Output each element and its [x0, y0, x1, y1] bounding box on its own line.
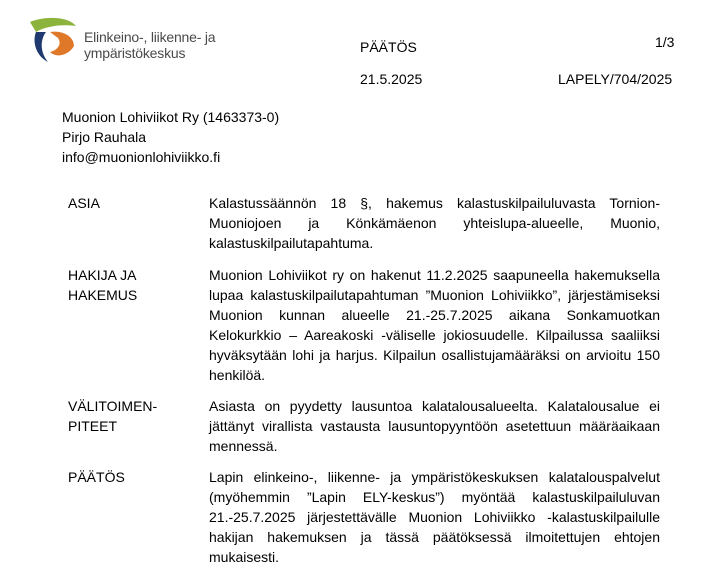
organization-name [84, 29, 215, 61]
section-text: Muonion Lohiviikot ry on hakenut 11.2.2025 saapuneella hakemuksella lupaa kalastuskilpailutapahtuman ”Muonion Lohiviikko”, järjestämiseksi Muonion kunnan alueelle 21.-25.7.2025 aikana Sonkamuotkan Kelokurkkio – Aareakoski -väliselle jokiosuudelle. Kilpailussa saaliiksi hyväksytään lohi ja harjus. Kilpailun osallistujamääräksi on arvioitu 150 henkilöä. [209, 267, 660, 383]
organization-name-line1: Elinkeino-, liikenne- ja [84, 29, 216, 45]
section-label: PÄÄTÖS [68, 469, 125, 485]
ely-logo-icon [28, 16, 80, 64]
recipient-email: info@muonionlohiviikko.fi [62, 149, 221, 165]
organization-name-line2: ympäristökeskus [84, 45, 186, 61]
recipient-name: Muonion Lohiviikot Ry (1463373-0) [62, 109, 280, 125]
section-text: Kalastussäännön 18 §, hakemus kalastuskilpailuluvasta Tornion-Muoniojoen ja Könkämäenon yhteislupa-alueelle, Muonio, kalastuskilpailutapahtuma. [209, 195, 660, 251]
section-label: HAKIJA JA HAKEMUS [68, 267, 138, 303]
section-text: Lapin elinkeino-, liikenne- ja ympäristökeskuksen kalatalouspalvelut (myöhemmin ”Lapin ELY-keskus”) myöntää kalastuskilpailuluvan 21.-25.7.2025 järjestettävälle Muonion Lohiviikko -kalastuskilpailulle hakijan hakemuksen ja tässä päätöksessä ilmoitettujen ehtojen mukaisesti. [209, 469, 660, 565]
document-reference: LAPELY/704/2025 [558, 71, 673, 87]
section-label: VÄLITOIMEN-PITEET [68, 398, 158, 434]
section-text: Asiasta on pyydetty lausuntoa kalatalousalueelta. Kalatalousalue ei jättänyt virallista vastausta lausuntopyyntöön asetettuun määräaikaan mennessä. [209, 398, 660, 454]
page-number: 1/3 [655, 34, 675, 50]
document-type: PÄÄTÖS [360, 39, 417, 55]
document-date: 21.5.2025 [360, 71, 423, 87]
recipient-block [62, 107, 279, 167]
recipient-contact: Pirjo Rauhala [62, 129, 147, 145]
section-label: ASIA [68, 195, 100, 211]
